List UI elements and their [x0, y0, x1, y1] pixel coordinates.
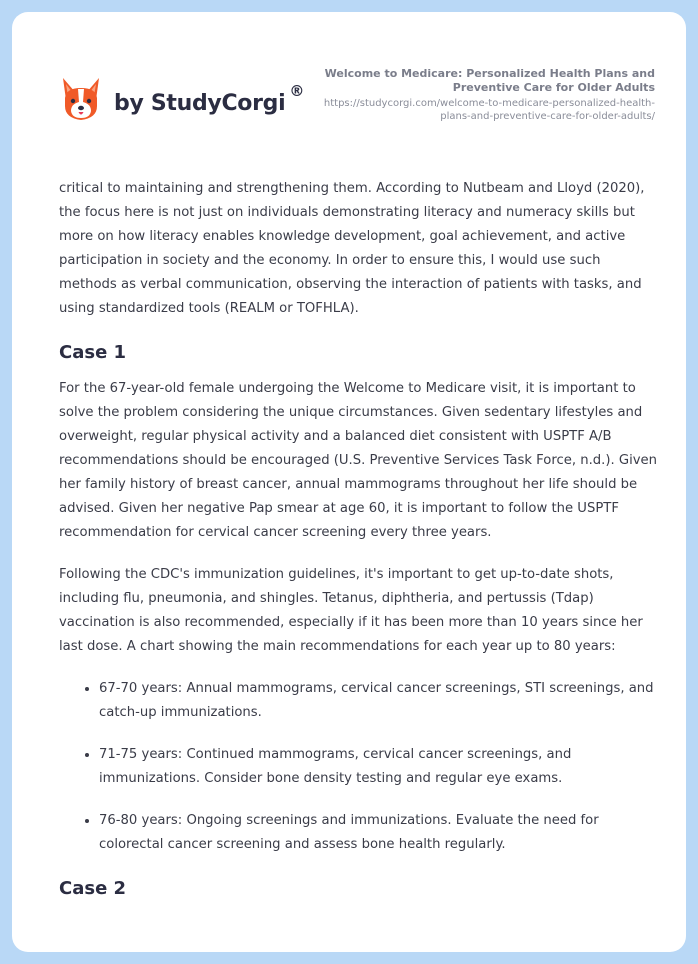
- document-body: [59, 177, 659, 913]
- document-meta: [315, 67, 655, 123]
- registered-mark: ®: [289, 82, 305, 100]
- list-item: • 71-75 years: Continued mammograms, cervical cancer screenings, and immunizations. Consider bone density testing and regular eye exams.: [99, 743, 659, 791]
- studycorgi-logo[interactable]: [60, 76, 304, 122]
- list-item: • 76-80 years: Ongoing screenings and immunizations. Evaluate the need for colorectal cancer screening and assess bone health regularly.: [99, 809, 659, 857]
- document-page: [12, 12, 686, 952]
- case-1-paragraph-1: For the 67-year-old female undergoing the Welcome to Medicare visit, it is important to solve the problem considering the unique circumstances. Given sedentary lifestyles and overweight, regular physical activity and a balanced diet consistent with USPTF A/B recommendations should be encouraged (U.S. Preventive Services Task Force, n.d.). Given her family history of breast cancer, annual mammograms throughout her life should be advised. Given her negative Pap smear at age 60, it is important to follow the USPTF recommendation for cervical cancer screening every three years.: [59, 381, 658, 540]
- recommendations-list: [59, 677, 659, 857]
- document-title: Welcome to Medicare: Personalized Health Plans and Preventive Care for Older Adults: [324, 67, 655, 94]
- case-1-heading: Case 1: [59, 342, 127, 363]
- case-1-paragraph-2: Following the CDC's immunization guidelines, it's important to get up-to-date shots, including flu, pneumonia, and shingles. Tetanus, diphtheria, and pertussis (Tdap) vaccination is also recommended, especially if it has been more than 10 years since her last dose. A chart showing the main recommendations for each year up to 80 years:: [59, 567, 643, 654]
- document-url[interactable]: https://studycorgi.com/welcome-to-medicare-personalized-health-plans-and-preventive-care-for-older-adults/: [323, 98, 655, 122]
- list-item: • 67-70 years: Annual mammograms, cervical cancer screenings, STI screenings, and catch-up immunizations.: [99, 677, 659, 725]
- case-2-heading: Case 2: [59, 878, 127, 899]
- brand-name: by StudyCorgi: [114, 90, 286, 116]
- intro-paragraph: critical to maintaining and strengthening them. According to Nutbeam and Lloyd (2020), the focus here is not just on individuals demonstrating literacy and numeracy skills but more on how literacy enables knowledge development, goal achievement, and active participation in society and the economy. In order to ensure this, I would use such methods as verbal communication, observing the interaction of patients with tasks, and using standardized tools (REALM or TOFHLA).: [59, 181, 645, 316]
- page-header: [12, 12, 686, 172]
- corgi-icon: [60, 76, 102, 122]
